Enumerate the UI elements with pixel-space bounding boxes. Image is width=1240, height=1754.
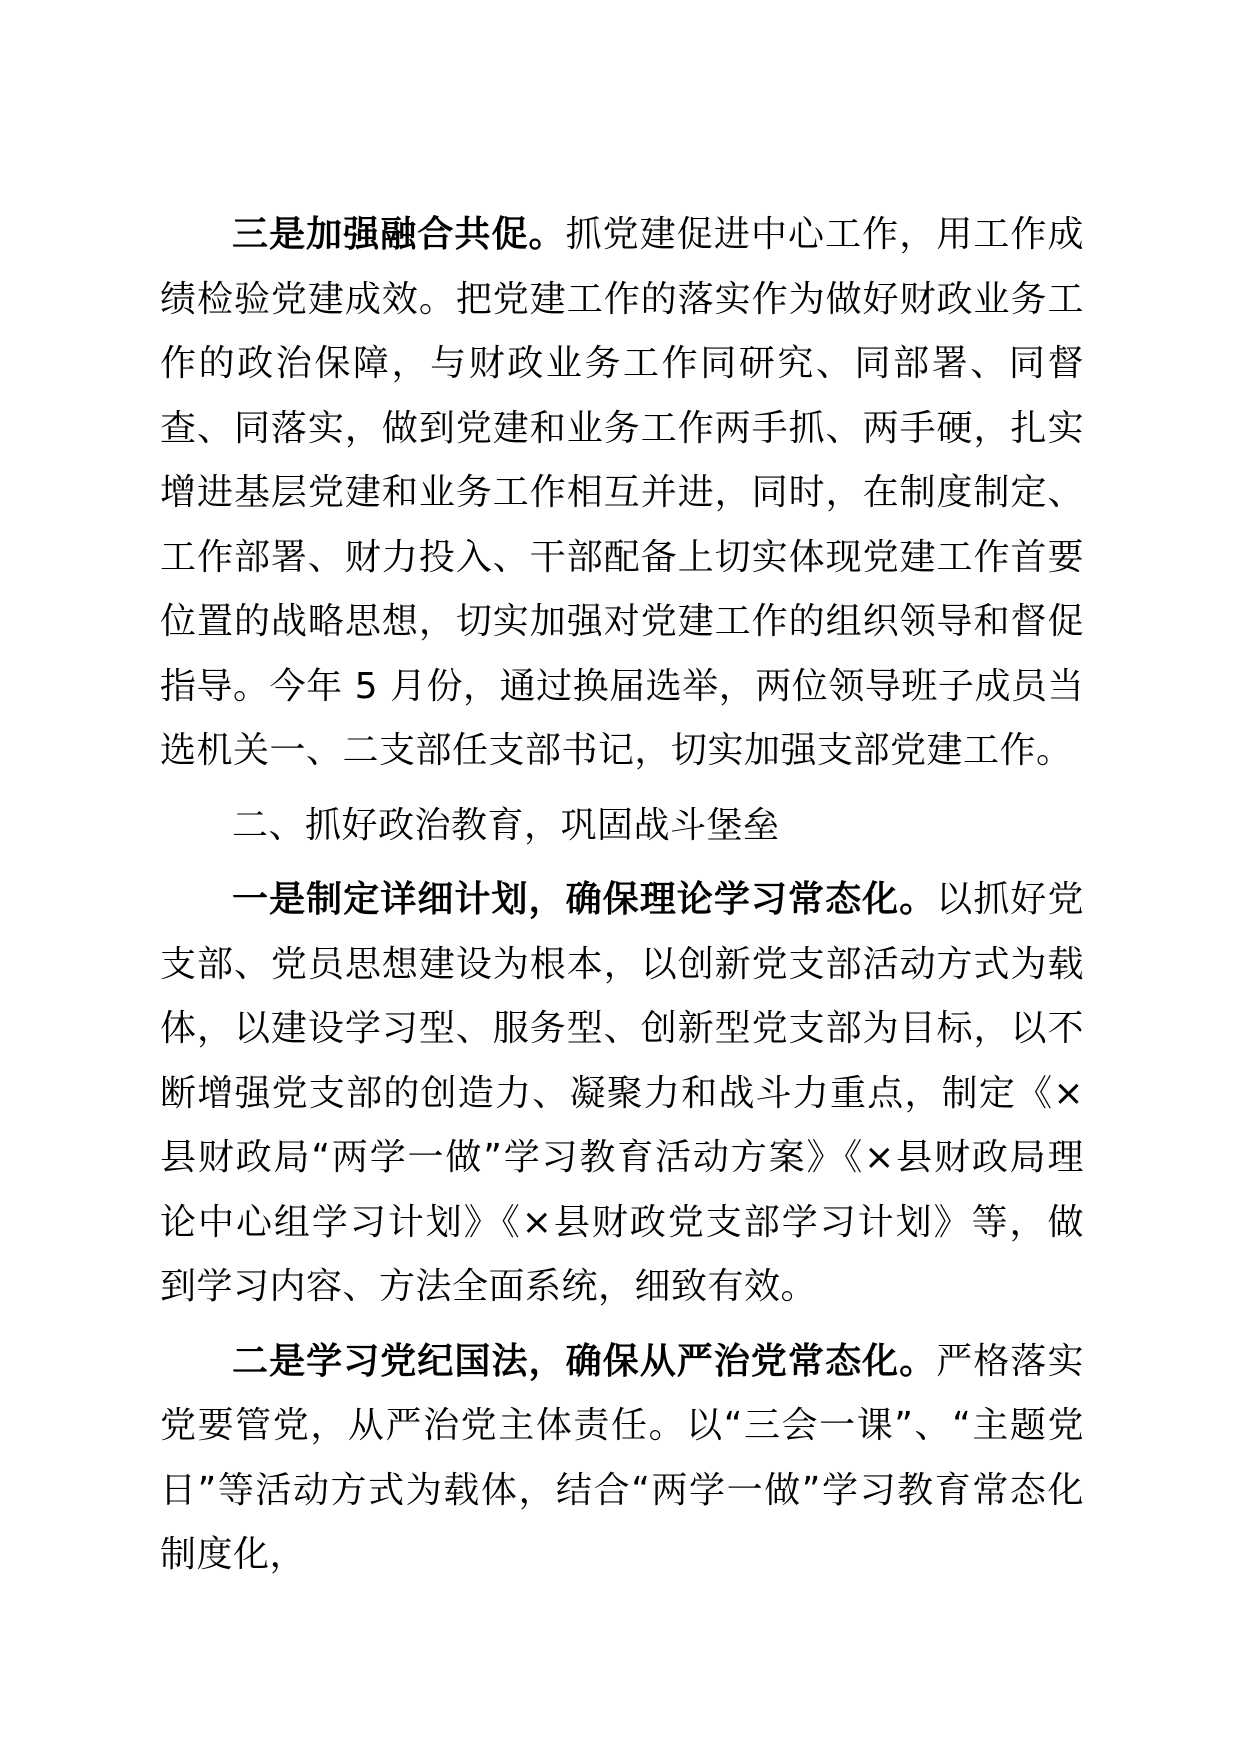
paragraph-body: 抓党建促进中心工作，用工作成绩检验党建成效。把党建工作的落实作为做好财政业务工作的政治保障，与财政业务工作同研究、同部署、同督查、同落实，做到党建和业务工作两手抓、两手硬，扎实增进基层党建和业务工作相互并进，同时，在制度制定、工作部署、财力投入、干部配备上切实体现党建工作首要位置的战略思想，切实加强对党建工作的组织领导和督促指导。今年 5 月份，通过换届选举，两位领导班子成员当选机关一、二支部任支部书记，切实加强支部党建工作。	[160, 214, 1084, 771]
paragraph-lead: 二是学习党纪国法，确保从严治党常态化。	[232, 1340, 937, 1382]
paragraph-body: 以抓好党支部、党员思想建设为根本，以创新党支部活动方式为载体，以建设学习型、服务型、创新型党支部为目标，以不断增强党支部的创造力、凝聚力和战斗力重点，制定《×县财政局“两学一做”学习教育活动方案》《×县财政局理论中心组学习计划》《×县财政党支部学习计划》等，做到学习内容、方法全面系统，细致有效。	[160, 879, 1084, 1307]
paragraph-study-plan	[160, 868, 1084, 1320]
paragraph-lead: 一是制定详细计划，确保理论学习常态化。	[232, 879, 937, 920]
document-page	[160, 203, 1084, 1588]
paragraph-integration	[160, 203, 1084, 784]
paragraph-body: 严格落实党要管党，从严治党主体责任。以“三会一课”、“主题党日”等活动方式为载体，结合“两学一做”学习教育常态化制度化，	[160, 1340, 1084, 1575]
paragraph-lead: 三是加强融合共促。	[232, 214, 566, 255]
section-heading: 二、抓好政治教育，巩固战斗堡垒	[232, 804, 780, 846]
paragraph-party-discipline	[160, 1330, 1084, 1588]
